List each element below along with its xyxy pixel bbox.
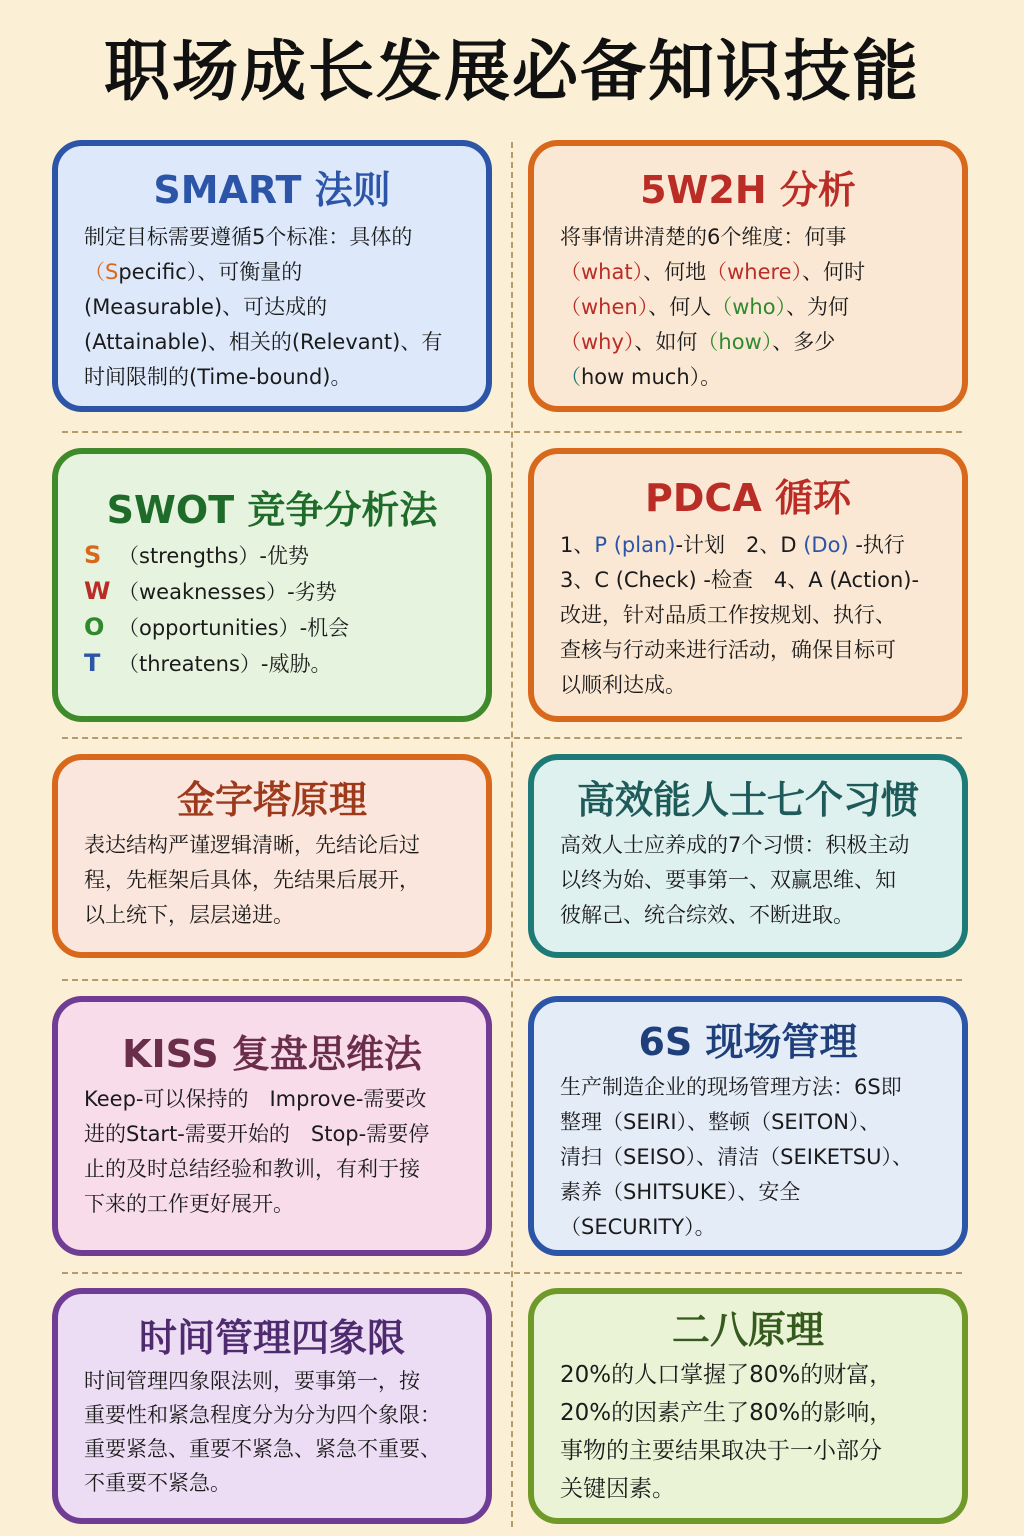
specific-rest: pecific）、可衡量的 (118, 259, 303, 284)
body-line (560, 255, 936, 290)
card-title-smart: SMART 法则 (153, 168, 391, 212)
w-why: （why） (560, 329, 635, 354)
paren-open: （ (560, 364, 581, 389)
swot-letter: S (84, 540, 102, 569)
card-pyramid (52, 754, 492, 958)
body-line: 进的Start-需要开始的 Stop-需要停 (84, 1121, 430, 1146)
body-line: 重要紧急、重要不紧急、紧急不重要、 (84, 1436, 441, 1461)
swot-letter: W (84, 576, 111, 605)
card-swot (52, 448, 492, 722)
specific-s: S (105, 259, 119, 284)
body-line: 以上统下，层层递进。 (84, 902, 294, 927)
card-pareto (528, 1288, 968, 1524)
body-line: 3、C (Check) -检查 4、A (Action)- (560, 567, 920, 592)
card-pdca (528, 448, 968, 722)
sep: 、何地 (643, 259, 707, 284)
body-line: 整理（SEIRI）、整顿（SEITON）、 (560, 1109, 881, 1134)
card-kiss (52, 996, 492, 1256)
body-line: 清扫（SEISO）、清洁（SEIKETSU）、 (560, 1144, 914, 1169)
w-what: （what） (560, 259, 644, 284)
body-line: 高效人士应养成的7个习惯：积极主动 (560, 832, 910, 857)
w-when: （when） (560, 294, 649, 319)
body-line: 制定目标需要遵循5个标准：具体的 (84, 224, 413, 249)
column-divider (511, 142, 513, 1527)
sep: 、多少 (772, 329, 836, 354)
body-line: 以终为始、要事第一、双赢思维、知 (560, 867, 896, 892)
body-line: (Attainable)、相关的(Relevant)、有 (84, 329, 443, 354)
body-line: 下来的工作更好展开。 (84, 1191, 294, 1216)
pdca-do: (Do) (796, 532, 849, 557)
w-who: （who） (711, 294, 787, 319)
body-line: 改进，针对品质工作按规划、执行、 (560, 602, 896, 627)
body-line: 表达结构严谨逻辑清晰，先结论后过 (84, 832, 420, 857)
card-body-5w2h (560, 220, 936, 395)
swot-letter: T (84, 648, 101, 677)
end: 。 (700, 364, 722, 389)
sep: 、何人 (648, 294, 712, 319)
swot-item-o (84, 610, 460, 646)
card-body-pareto (560, 1356, 936, 1508)
card-body-swot (84, 538, 460, 682)
body-line: 以顺利达成。 (560, 672, 686, 697)
card-smart (52, 140, 492, 412)
body-line: 重要性和紧急程度分为分为四个象限： (84, 1402, 441, 1427)
body-line: 关键因素。 (560, 1475, 675, 1502)
body-line: 素养（SHITSUKE）、安全 (560, 1179, 801, 1204)
card-title-swot: SWOT 竞争分析法 (106, 488, 438, 532)
body-line: Keep-可以保持的 Improve-需要改 (84, 1086, 427, 1111)
card-6s (528, 996, 968, 1256)
card-title-pdca: PDCA 循环 (645, 476, 851, 520)
page-title: 职场成长发展必备知识技能 (104, 33, 920, 110)
row-divider-4 (62, 1272, 962, 1274)
card-title-5w2h: 5W2H 分析 (640, 168, 856, 212)
swot-text: （strengths）-优势 (118, 543, 309, 568)
body-line: 程，先框架后具体，先结果后展开， (84, 867, 420, 892)
card-title-quadrant: 时间管理四象限 (138, 1316, 405, 1360)
card-body-pdca (560, 528, 936, 703)
body-line: 止的及时总结经验和教训，有利于接 (84, 1156, 420, 1181)
body-line: 时间限制的(Time-bound)。 (84, 364, 352, 389)
body-line: 生产制造企业的现场管理方法：6S即 (560, 1074, 902, 1099)
card-title-pyramid: 金字塔原理 (176, 778, 367, 822)
pdca-num: 1、 (560, 532, 595, 557)
card-habits (528, 754, 968, 958)
sep: 、何时 (802, 259, 866, 284)
body-line (560, 528, 936, 563)
card-body-6s (560, 1070, 936, 1245)
swot-text: （threatens）-威胁。 (118, 651, 332, 676)
card-5w2h (528, 140, 968, 412)
swot-item-s (84, 538, 460, 574)
body-line: 20%的因素产生了80%的影响， (560, 1399, 893, 1426)
row-divider-2 (62, 737, 962, 739)
card-title-6s: 6S 现场管理 (638, 1020, 858, 1064)
body-line: 事物的主要结果取决于一小部分 (560, 1437, 882, 1464)
w-where: （where） (706, 259, 803, 284)
row-divider-3 (62, 979, 962, 981)
card-body-smart (84, 220, 460, 395)
body-line: 不重要不紧急。 (84, 1470, 231, 1495)
card-body-kiss (84, 1082, 460, 1222)
swot-letter: O (84, 612, 105, 641)
body-line (560, 360, 936, 395)
card-body-quadrant (84, 1364, 460, 1500)
card-title-habits: 高效能人士七个习惯 (576, 778, 919, 822)
h-how: （how） (697, 329, 773, 354)
swot-text: （opportunities）-机会 (118, 615, 350, 640)
pdca-mid: -计划 2、D (675, 532, 797, 557)
body-line: 将事情讲清楚的6个维度：何事 (560, 224, 847, 249)
paren-open: （ (84, 259, 105, 284)
card-quadrant (52, 1288, 492, 1524)
body-line: 查核与行动来进行活动，确保目标可 (560, 637, 896, 662)
card-title-pareto: 二八原理 (671, 1308, 824, 1352)
body-line: 时间管理四象限法则，要事第一，按 (84, 1368, 420, 1393)
sep: 、为何 (786, 294, 850, 319)
card-body-habits (560, 828, 936, 933)
sep: 、如何 (634, 329, 698, 354)
body-line: 彼解己、统合综效、不断进取。 (560, 902, 854, 927)
body-line: (Measurable)、可达成的 (84, 294, 328, 319)
h-how-much: how much） (581, 364, 701, 389)
swot-text: （weaknesses）-劣势 (118, 579, 337, 604)
row-divider-1 (62, 431, 962, 433)
pdca-plan: P (plan) (594, 532, 676, 557)
body-line (560, 325, 936, 360)
card-title-kiss: KISS 复盘思维法 (122, 1032, 422, 1076)
card-body-pyramid (84, 828, 460, 933)
swot-item-w (84, 574, 460, 610)
body-line (84, 255, 460, 290)
swot-item-t (84, 646, 460, 682)
body-line: 20%的人口掌握了80%的财富， (560, 1361, 893, 1388)
body-line: （SECURITY）。 (560, 1214, 716, 1239)
body-line (560, 290, 936, 325)
pdca-exec: -执行 (848, 532, 905, 557)
